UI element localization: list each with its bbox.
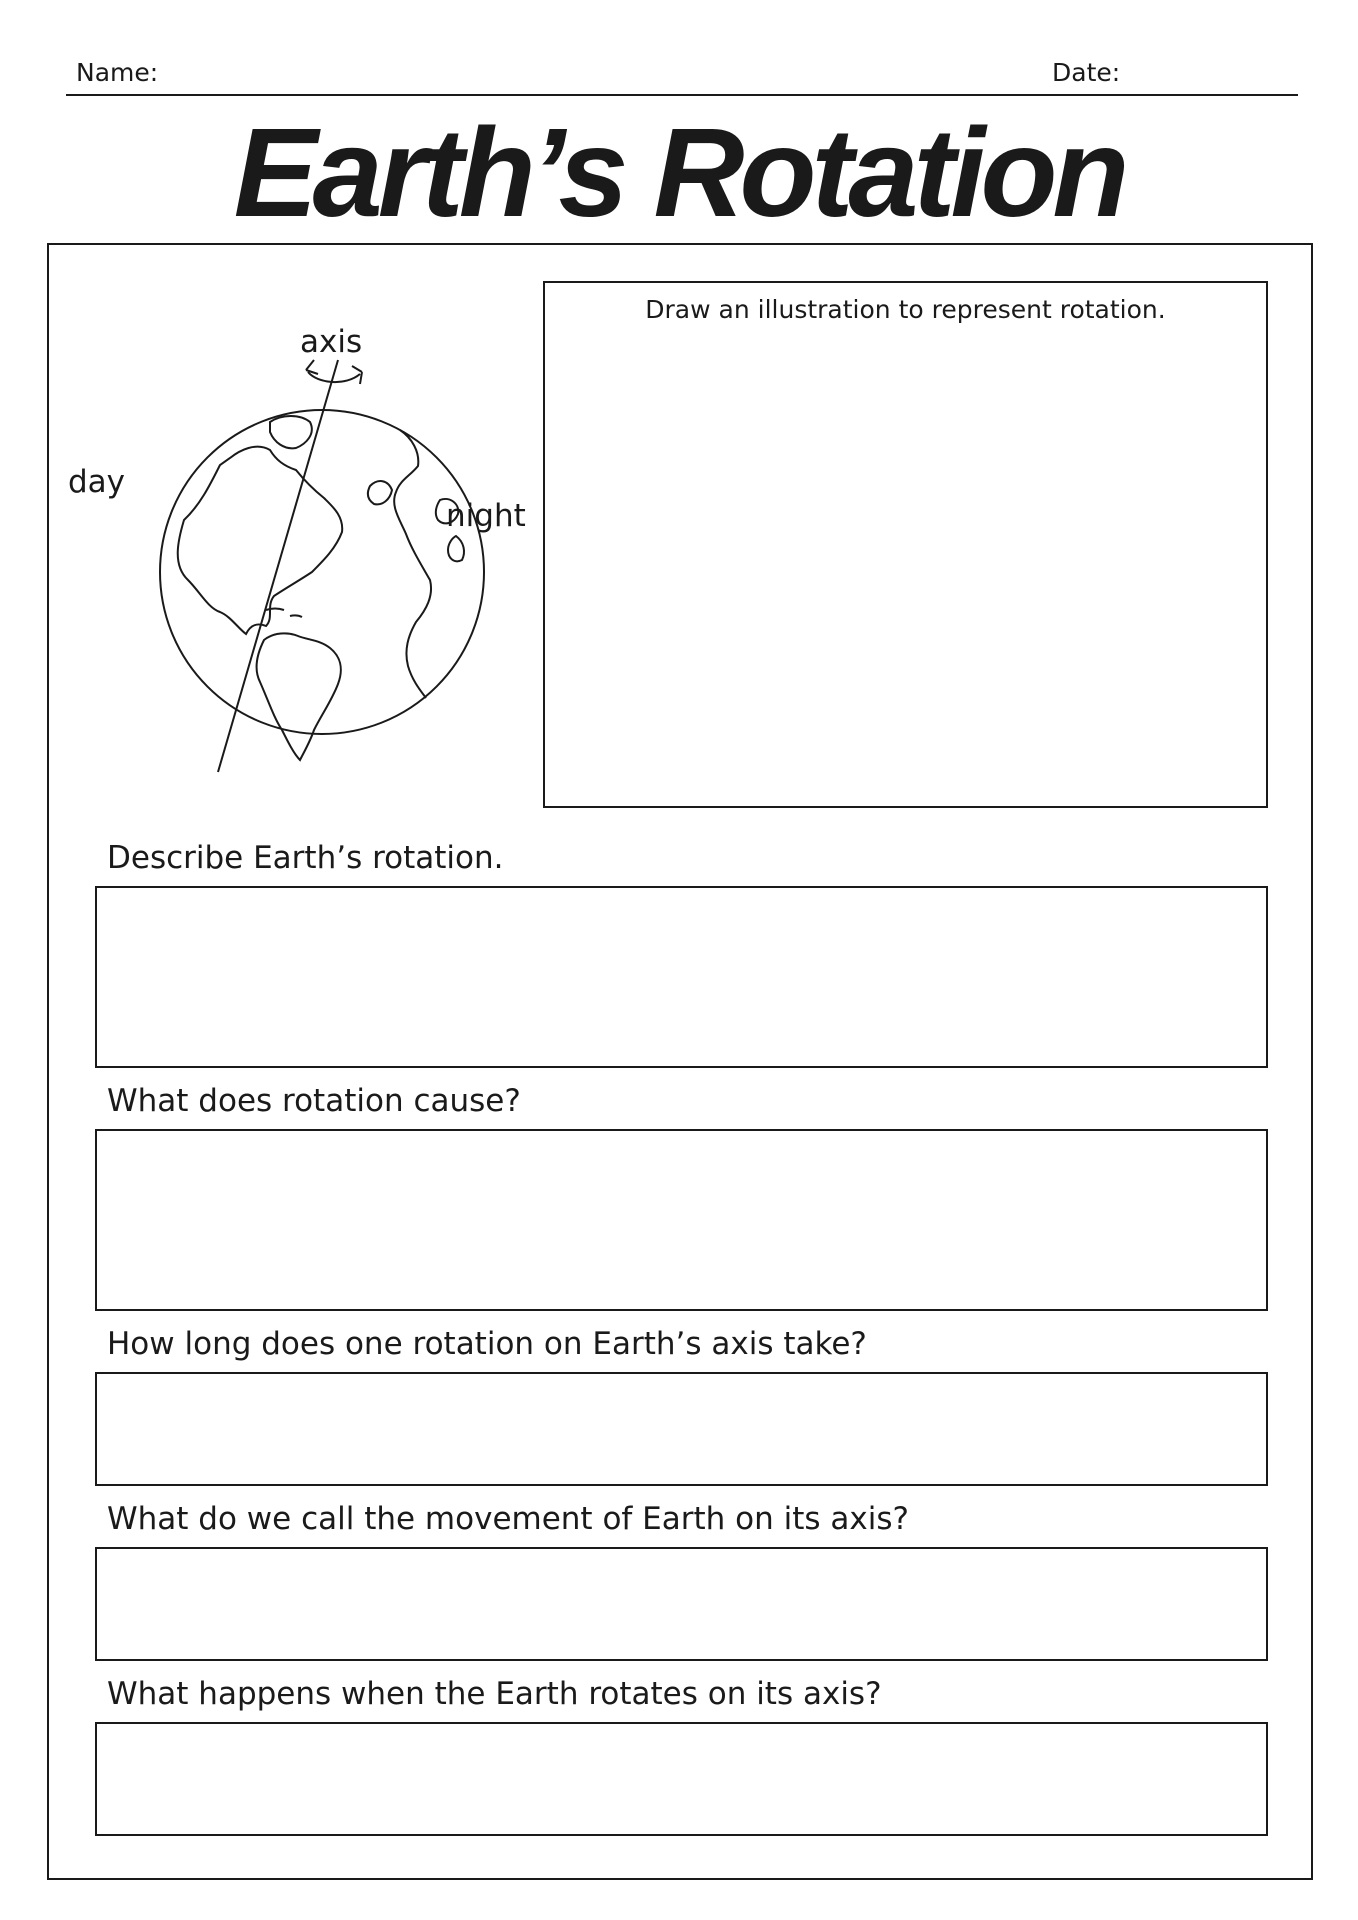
day-label: day	[68, 464, 126, 500]
date-label: Date:	[1052, 58, 1121, 87]
illustration-drawing-area[interactable]	[543, 281, 1268, 808]
answer-box-rotation-cause[interactable]	[95, 1129, 1268, 1311]
answer-box-movement-name[interactable]	[95, 1547, 1268, 1661]
drawing-prompt: Draw an illustration to represent rotation.	[645, 295, 1166, 324]
name-label: Name:	[76, 58, 159, 87]
header-underline	[66, 94, 1298, 96]
question-movement-name: What do we call the movement of Earth on its axis?	[107, 1501, 909, 1537]
question-rotation-cause: What does rotation cause?	[107, 1083, 521, 1119]
earth-rotation-figure	[60, 310, 540, 780]
night-label: night	[446, 498, 526, 534]
question-rotation-effect: What happens when the Earth rotates on its axis?	[107, 1676, 882, 1712]
question-describe-rotation: Describe Earth’s rotation.	[107, 840, 504, 876]
page-title: Earth’s Rotation	[233, 102, 1125, 243]
question-rotation-duration: How long does one rotation on Earth’s axis take?	[107, 1326, 867, 1362]
earth-globe-icon	[60, 310, 540, 780]
answer-box-rotation-duration[interactable]	[95, 1372, 1268, 1486]
axis-label: axis	[300, 324, 363, 360]
answer-box-rotation-effect[interactable]	[95, 1722, 1268, 1836]
answer-box-describe-rotation[interactable]	[95, 886, 1268, 1068]
